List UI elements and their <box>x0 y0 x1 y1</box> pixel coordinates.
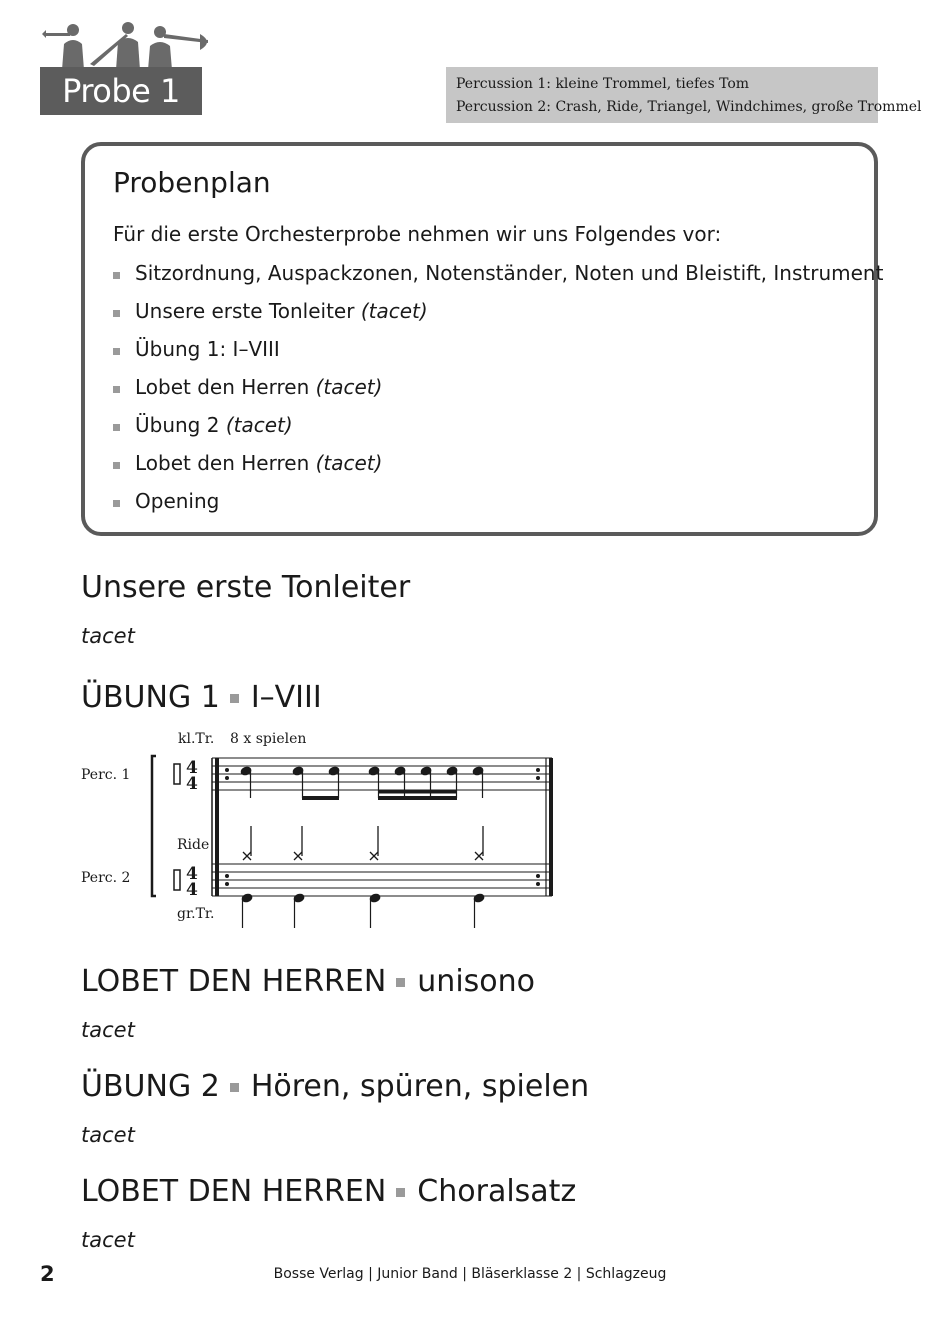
section-heading-lobet-unisono <box>81 964 535 999</box>
separator-icon <box>230 694 239 703</box>
item-text: Übung 2 <box>135 413 226 437</box>
ride-label: Ride <box>177 837 210 853</box>
item-text: Unsere erste Tonleiter <box>135 299 361 323</box>
percussion-line-2: Percussion 2: Crash, Ride, Triangel, Windchimes, große Trommel <box>456 99 922 115</box>
plan-list <box>113 258 883 524</box>
list-item <box>113 486 883 524</box>
musicians-silhouette <box>40 20 215 70</box>
item-note: (tacet) <box>225 413 293 437</box>
percussion-info-box <box>446 67 922 123</box>
bass-drum-label: gr.Tr. <box>177 906 215 922</box>
perc1-notes <box>240 766 484 800</box>
separator-icon <box>230 1083 239 1092</box>
heading-text: LOBET DEN HERREN <box>81 964 387 999</box>
tacet-note: tacet <box>81 1018 135 1042</box>
heading-subtitle: Hören, spüren, spielen <box>250 1069 590 1104</box>
bullet-icon <box>113 386 120 393</box>
section-heading-exercise-1 <box>81 680 322 715</box>
footer-text: Bosse Verlag | Junior Band | Bläserklasse 2 | Schlagzeug <box>273 1266 667 1282</box>
tacet-note: tacet <box>81 1228 135 1252</box>
heading-text: ÜBUNG 1 <box>81 680 220 715</box>
staff-1-label: Perc. 1 <box>81 767 131 783</box>
tacet-note: tacet <box>81 624 135 648</box>
ride-notes <box>243 826 483 860</box>
separator-icon <box>396 978 405 987</box>
percussion-score <box>70 722 570 942</box>
heading-text: LOBET DEN HERREN <box>81 1174 387 1209</box>
heading-text: ÜBUNG 2 <box>81 1069 220 1104</box>
list-item <box>113 296 883 334</box>
list-item <box>113 372 883 410</box>
item-text: Lobet den Herren <box>135 375 316 399</box>
svg-text:4: 4 <box>186 864 198 884</box>
probe-label: Probe 1 <box>40 67 202 115</box>
section-heading-exercise-2 <box>81 1069 589 1104</box>
svg-text:4: 4 <box>186 774 198 794</box>
list-item <box>113 448 883 486</box>
list-item <box>113 334 883 372</box>
item-text: Übung 1: I–VIII <box>135 337 280 361</box>
heading-subtitle: Choralsatz <box>417 1174 577 1209</box>
heading-subtitle: unisono <box>417 964 536 999</box>
item-text: Lobet den Herren <box>135 451 316 475</box>
plan-intro: Für die erste Orchesterprobe nehmen wir uns Folgendes vor: <box>113 222 722 246</box>
heading-subtitle: I–VIII <box>250 680 322 715</box>
item-note: (tacet) <box>360 299 428 323</box>
svg-text:4: 4 <box>186 758 198 778</box>
bullet-icon <box>113 348 120 355</box>
list-item <box>113 258 883 296</box>
percussion-line-1: Percussion 1: kleine Trommel, tiefes Tom <box>456 76 750 92</box>
bullet-icon <box>113 462 120 469</box>
heading-text: Unsere erste Tonleiter <box>81 570 411 605</box>
list-item <box>113 410 883 448</box>
section-heading-scale <box>81 570 410 605</box>
bullet-icon <box>113 500 120 507</box>
bullet-icon <box>113 272 120 279</box>
item-note: (tacet) <box>315 451 383 475</box>
staff-2 <box>212 864 552 896</box>
item-note: (tacet) <box>315 375 383 399</box>
snare-label: kl.Tr. <box>178 731 215 747</box>
section-heading-lobet-choral <box>81 1174 576 1209</box>
instruction-text: 8 x spielen <box>230 731 307 747</box>
staff-1 <box>212 758 552 790</box>
item-text: Opening <box>135 489 220 513</box>
bass-drum-notes <box>241 893 485 928</box>
bullet-icon <box>113 424 120 431</box>
item-text: Sitzordnung, Auspackzonen, Notenständer, Noten und Bleistift, Instrument <box>135 261 884 285</box>
bullet-icon <box>113 310 120 317</box>
plan-title: Probenplan <box>113 166 271 199</box>
svg-text:4: 4 <box>186 880 198 900</box>
staff-2-label: Perc. 2 <box>81 870 131 886</box>
separator-icon <box>396 1188 405 1197</box>
rehearsal-plan-box <box>81 142 884 536</box>
tacet-note: tacet <box>81 1123 135 1147</box>
page-number: 2 <box>40 1262 55 1286</box>
